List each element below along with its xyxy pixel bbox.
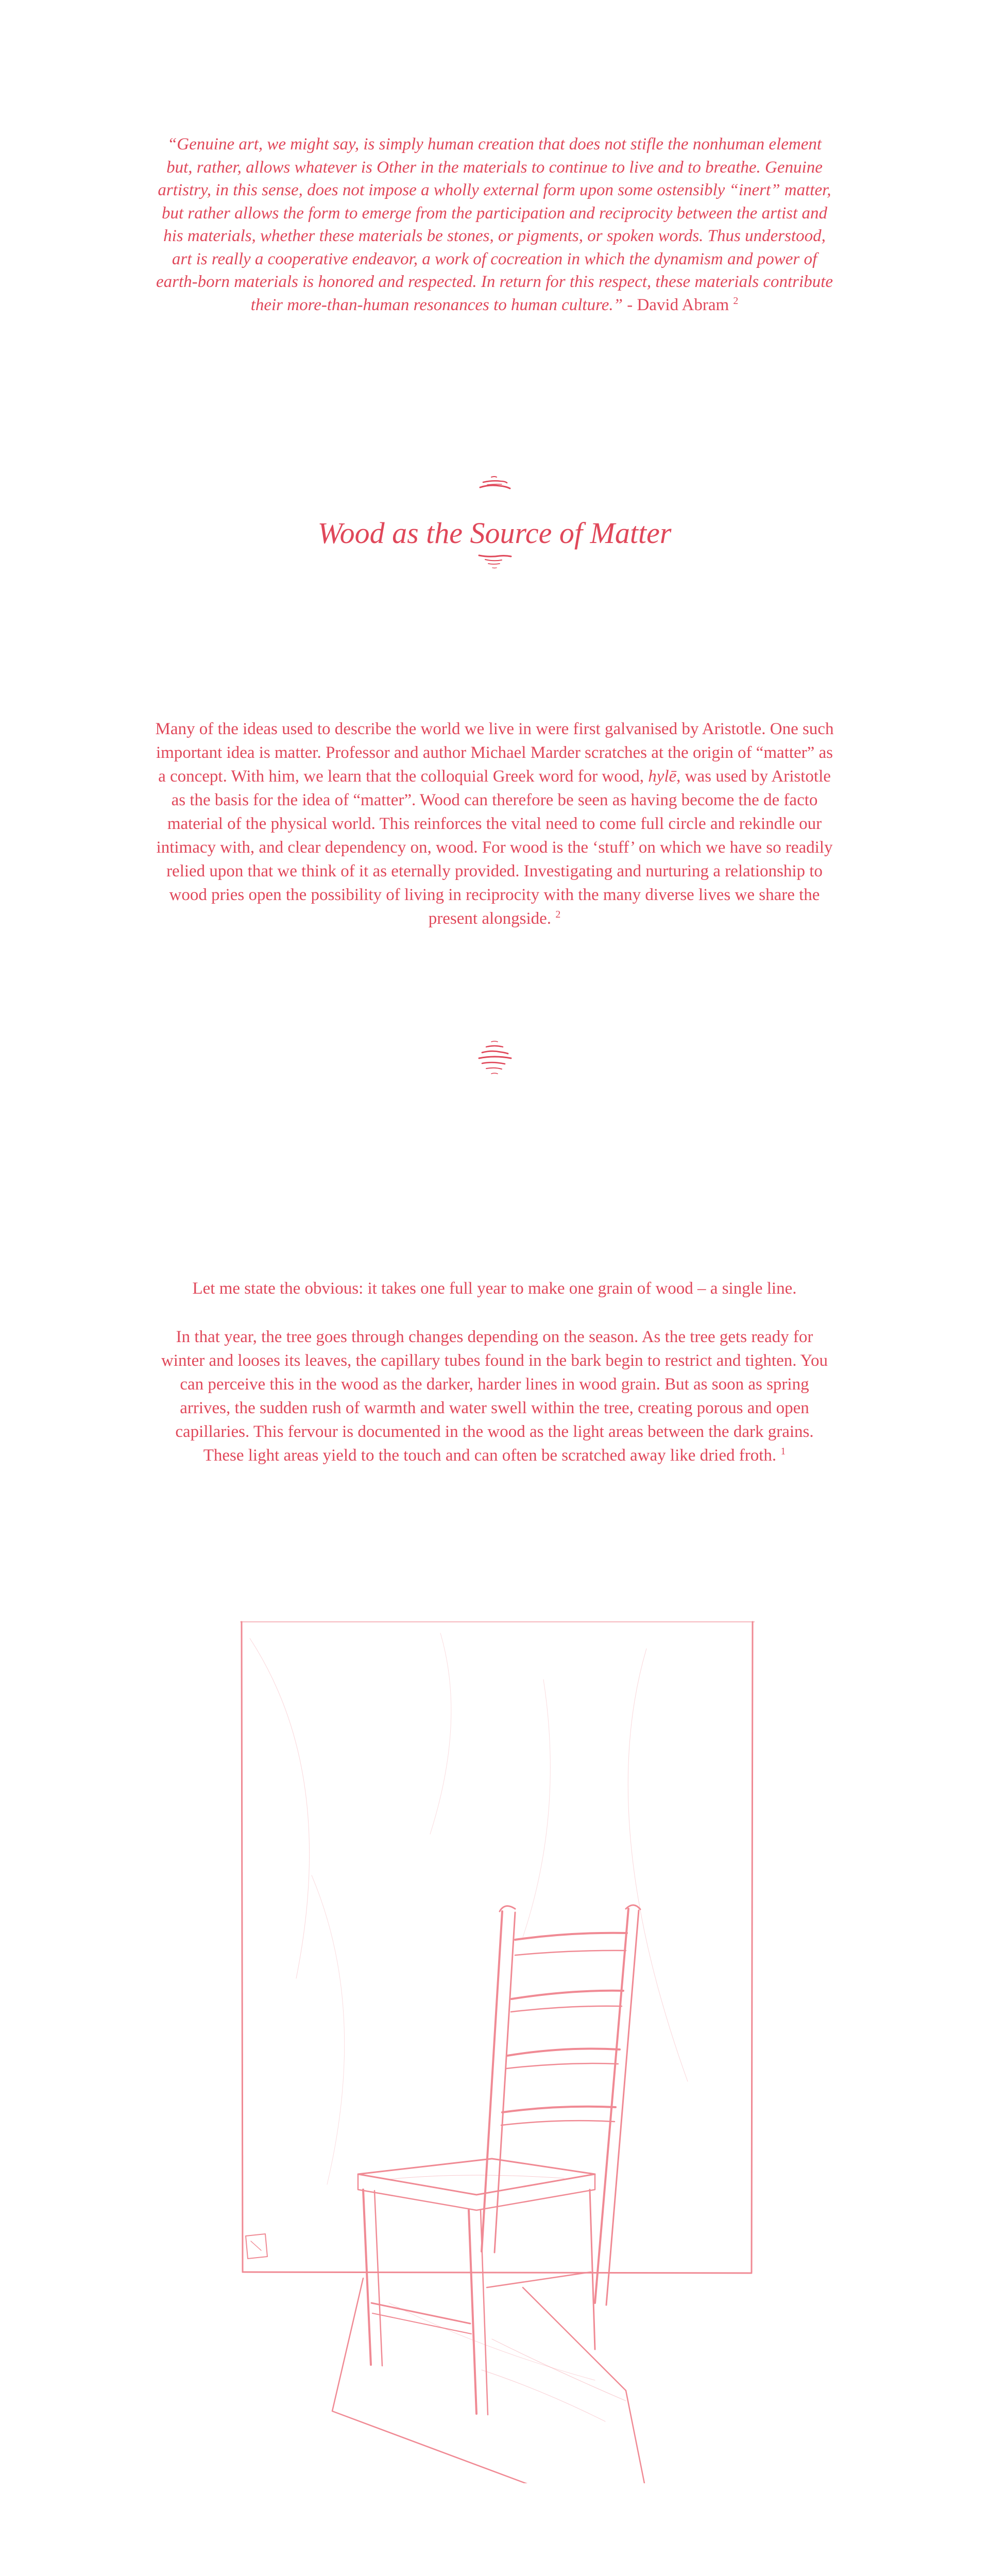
body-paragraph-aristotle (155, 717, 834, 930)
section-title: Wood as the Source of Matter (317, 516, 672, 550)
paragraph-body (155, 1325, 834, 1467)
wood-grain-ornament-icon (469, 469, 520, 500)
paragraph-text: , was used by Aristotle as the basis for the idea of “matter”. Wood can therefore be seen as having become the de facto material of the physical world. This reinforces the vital need to come full circle and rekindle our intimacy with, and clear dependency on, wood. For wood is the ‘stuff’ on which we have so readily relied upon that we think of it as eternally provided. Investigating and nurturing a relationship to wood pries open the possibility of living in reciprocity with the many diverse lives we share the present alongside. (156, 767, 833, 928)
greek-word: hylē (648, 767, 677, 786)
paragraph-text: Many of the ideas used to describe the world we live in were first galvanised by Aristotle. One such important idea is matter. Professor and author Michael Marder scratches at the origin of “matter” as a concept. With him, we learn that the colloquial Greek word for wood, (155, 720, 834, 786)
quote-text: “Genuine art, we might say, is simply human creation that does not stifle the nonhuman element but, rather, allows whatever is Other in the materials to continue to live and to breathe. Genuine artistry, in this sense, does not impose a wholly external form upon some ostensibly “inert” matter, but rather allows the form to emerge from the participation and reciprocity between the artist and his materials, whether these materials be stones, or pigments, or spoken words. Thus understood, art is really a cooperative endeavor, a work of cocreation in which the dynamism and power of earth-born materials is honored and respected. In return for this respect, these materials contribute their more-than-human resonances to human culture.” (156, 135, 833, 314)
quote-attribution: - David Abram (622, 295, 734, 314)
paragraph-text: In that year, the tree goes through changes depending on the season. As the tree gets ready for winter and looses its leaves, the capillary tubes found in the bark begin to restrict and tighten. You can perceive this in the wood as the darker, harder lines in wood grain. But as soon as spring arrives, the sudden rush of warmth and water swell within the tree, creating porous and open capillaries. This fervour is documented in the wood as the light areas between the dark grains. These light areas yield to the touch and can often be scratched away like dried froth. (161, 1328, 828, 1465)
footnote-ref[interactable]: 2 (733, 295, 739, 307)
body-paragraph-wood-grain (155, 1277, 834, 1467)
chair-sketch-illustration (234, 1618, 755, 2483)
wood-grain-divider-icon (469, 1036, 520, 1082)
epigraph-quote (155, 133, 834, 316)
footnote-ref[interactable]: 1 (780, 1446, 786, 1457)
footnote-ref[interactable]: 2 (555, 909, 561, 920)
wood-grain-ornament-icon (469, 546, 520, 577)
paragraph-lead: Let me state the obvious: it takes one full year to make one grain of wood – a single line. (192, 1279, 797, 1298)
